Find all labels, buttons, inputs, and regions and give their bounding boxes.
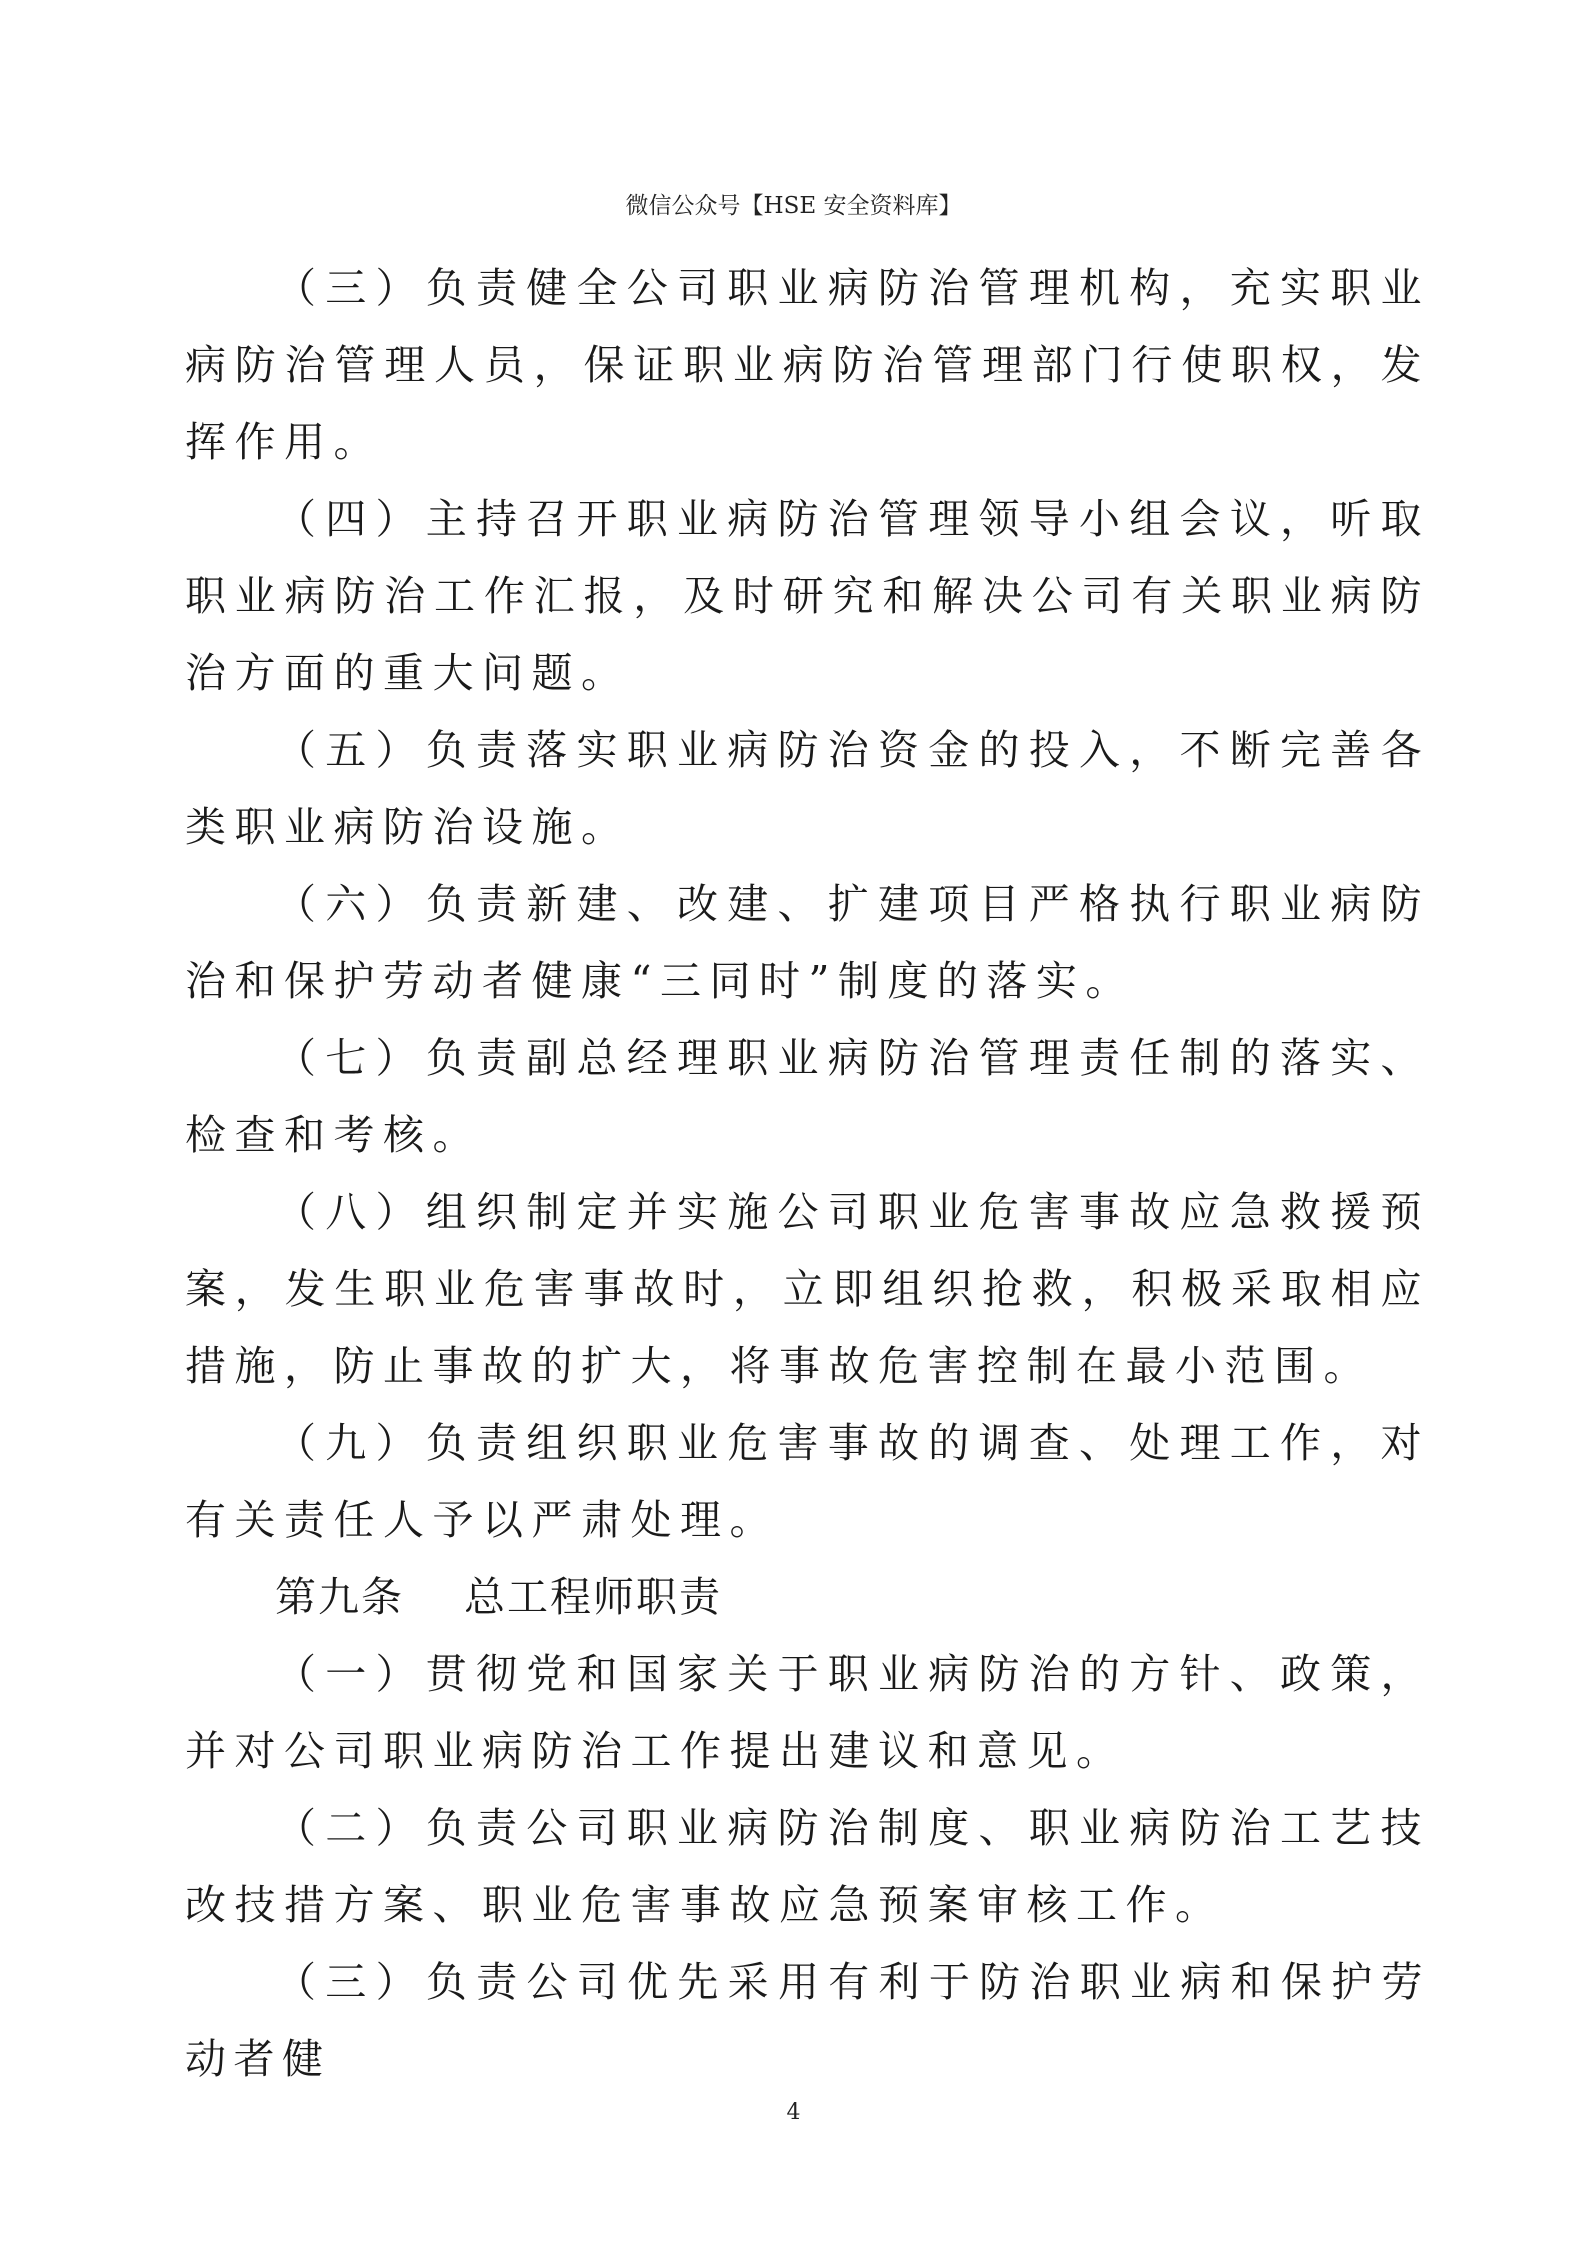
article-paragraph-2: （二）负责公司职业病防治制度、职业病防治工艺技改技措方案、职业危害事故应急预案审核工作。 [185, 1804, 1430, 1929]
paragraph-6: （六）负责新建、改建、扩建项目严格执行职业病防治和保护劳动者健康“三同时”制度的落实。 [185, 880, 1430, 1005]
article-heading [185, 1559, 1430, 1636]
paragraph-3: （三）负责健全公司职业病防治管理机构，充实职业病防治管理人员，保证职业病防治管理部门行使职权，发挥作用。 [185, 264, 1430, 466]
paragraph-9: （九）负责组织职业危害事故的调查、处理工作，对有关责任人予以严肃处理。 [185, 1419, 1430, 1544]
document-body [185, 250, 1430, 2098]
article-paragraph-1: （一）贯彻党和国家关于职业病防治的方针、政策，并对公司职业病防治工作提出建议和意见。 [185, 1650, 1430, 1775]
paragraph-7: （七）负责副总经理职业病防治管理责任制的落实、检查和考核。 [185, 1034, 1430, 1159]
paragraph-8: （八）组织制定并实施公司职业危害事故应急救援预案，发生职业危害事故时，立即组织抢救，积极采取相应措施，防止事故的扩大，将事故危害控制在最小范围。 [185, 1188, 1430, 1390]
article-number: 第九条 [275, 1573, 404, 1621]
paragraph-4: （四）主持召开职业病防治管理领导小组会议，听取职业病防治工作汇报，及时研究和解决公司有关职业病防治方面的重大问题。 [185, 495, 1430, 697]
page-number: 4 [786, 2100, 801, 2125]
page-header: 微信公众号【HSE 安全资料库】 [625, 193, 962, 219]
article-paragraph-3: （三）负责公司优先采用有利于防治职业病和保护劳动者健 [185, 1958, 1430, 2083]
paragraph-5: （五）负责落实职业病防治资金的投入，不断完善各类职业病防治设施。 [185, 726, 1430, 851]
article-title: 总工程师职责 [464, 1573, 722, 1621]
